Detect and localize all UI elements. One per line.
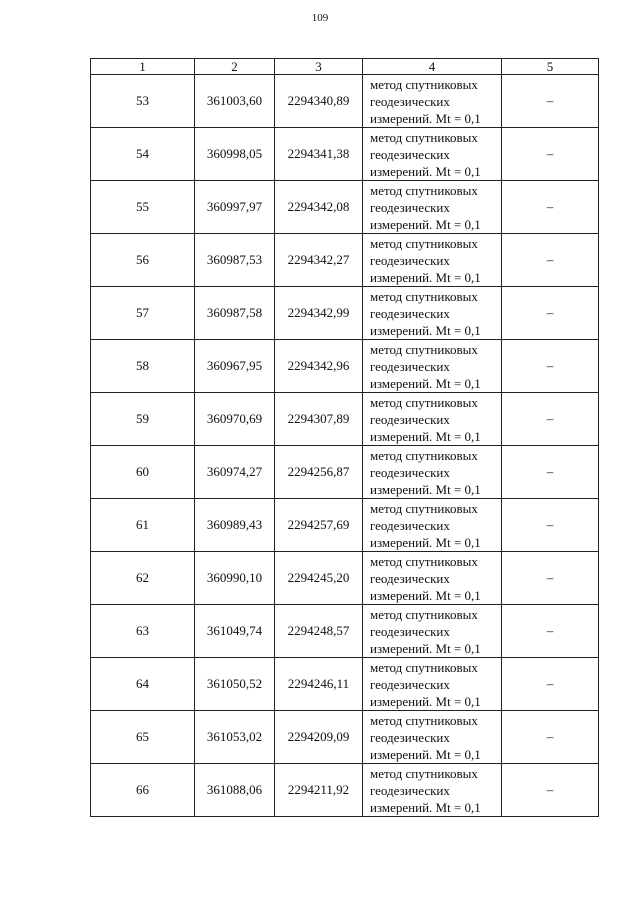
x-coordinate-cell: 360997,97 (195, 181, 275, 234)
method-cell (363, 552, 502, 605)
description-cell: – (502, 181, 599, 234)
y-coordinate-cell: 2294307,89 (275, 393, 363, 446)
y-coordinate-cell: 2294342,96 (275, 340, 363, 393)
method-line-2: геодезических (370, 93, 450, 109)
y-coordinate-cell: 2294245,20 (275, 552, 363, 605)
method-line-3: измерений. Mt = 0,1 (370, 481, 481, 497)
method-line-3: измерений. Mt = 0,1 (370, 375, 481, 391)
x-coordinate-cell: 360987,53 (195, 234, 275, 287)
y-coordinate-cell: 2294209,09 (275, 711, 363, 764)
method-line-1: метод спутниковых (370, 447, 478, 463)
method-line-2: геодезических (370, 729, 450, 745)
method-line-2: геодезических (370, 464, 450, 480)
method-cell (363, 446, 502, 499)
point-number-cell: 65 (91, 711, 195, 764)
table-body (91, 75, 599, 817)
method-line-2: геодезических (370, 411, 450, 427)
table-row (91, 128, 599, 181)
table-header (91, 59, 599, 75)
point-number-cell: 55 (91, 181, 195, 234)
x-coordinate-cell: 360998,05 (195, 128, 275, 181)
description-cell: – (502, 499, 599, 552)
table-row (91, 234, 599, 287)
point-number-cell: 66 (91, 764, 195, 817)
description-cell: – (502, 711, 599, 764)
method-cell (363, 764, 502, 817)
method-line-3: измерений. Mt = 0,1 (370, 163, 481, 179)
method-line-1: метод спутниковых (370, 394, 478, 410)
description-cell: – (502, 658, 599, 711)
method-line-2: геодезических (370, 252, 450, 268)
table-row (91, 340, 599, 393)
page-number: 109 (311, 12, 329, 24)
method-line-2: геодезических (370, 199, 450, 215)
description-cell: – (502, 605, 599, 658)
method-cell (363, 605, 502, 658)
method-line-1: метод спутниковых (370, 606, 478, 622)
point-number-cell: 63 (91, 605, 195, 658)
method-line-2: геодезических (370, 305, 450, 321)
x-coordinate-cell: 361003,60 (195, 75, 275, 128)
method-line-2: геодезических (370, 358, 450, 374)
x-coordinate-cell: 360989,43 (195, 499, 275, 552)
table-row (91, 658, 599, 711)
header-row (91, 59, 599, 75)
x-coordinate-cell: 361050,52 (195, 658, 275, 711)
y-coordinate-cell: 2294256,87 (275, 446, 363, 499)
method-line-3: измерений. Mt = 0,1 (370, 746, 481, 762)
table-row (91, 181, 599, 234)
method-line-3: измерений. Mt = 0,1 (370, 322, 481, 338)
method-line-2: геодезических (370, 782, 450, 798)
method-line-3: измерений. Mt = 0,1 (370, 110, 481, 126)
y-coordinate-cell: 2294211,92 (275, 764, 363, 817)
method-line-3: измерений. Mt = 0,1 (370, 269, 481, 285)
description-cell: – (502, 340, 599, 393)
method-line-2: геодезических (370, 570, 450, 586)
method-cell (363, 128, 502, 181)
y-coordinate-cell: 2294257,69 (275, 499, 363, 552)
method-cell (363, 499, 502, 552)
method-line-1: метод спутниковых (370, 765, 478, 781)
table-row (91, 764, 599, 817)
point-number-cell: 54 (91, 128, 195, 181)
column-header-5: 5 (502, 59, 599, 75)
method-line-1: метод спутниковых (370, 182, 478, 198)
description-cell: – (502, 75, 599, 128)
y-coordinate-cell: 2294246,11 (275, 658, 363, 711)
y-coordinate-cell: 2294340,89 (275, 75, 363, 128)
point-number-cell: 53 (91, 75, 195, 128)
x-coordinate-cell: 360974,27 (195, 446, 275, 499)
method-line-3: измерений. Mt = 0,1 (370, 799, 481, 815)
x-coordinate-cell: 360970,69 (195, 393, 275, 446)
method-line-3: измерений. Mt = 0,1 (370, 428, 481, 444)
column-header-4: 4 (363, 59, 502, 75)
method-line-3: измерений. Mt = 0,1 (370, 587, 481, 603)
description-cell: – (502, 287, 599, 340)
point-number-cell: 62 (91, 552, 195, 605)
y-coordinate-cell: 2294342,99 (275, 287, 363, 340)
x-coordinate-cell: 360987,58 (195, 287, 275, 340)
point-number-cell: 58 (91, 340, 195, 393)
column-header-2: 2 (195, 59, 275, 75)
table-row (91, 75, 599, 128)
method-line-2: геодезических (370, 676, 450, 692)
x-coordinate-cell: 361088,06 (195, 764, 275, 817)
table-row (91, 711, 599, 764)
coordinates-table (90, 58, 599, 817)
method-cell (363, 711, 502, 764)
method-cell (363, 75, 502, 128)
method-line-2: геодезических (370, 623, 450, 639)
description-cell: – (502, 764, 599, 817)
x-coordinate-cell: 360990,10 (195, 552, 275, 605)
method-cell (363, 234, 502, 287)
method-line-1: метод спутниковых (370, 129, 478, 145)
table-row (91, 287, 599, 340)
point-number-cell: 61 (91, 499, 195, 552)
method-line-1: метод спутниковых (370, 500, 478, 516)
point-number-cell: 64 (91, 658, 195, 711)
column-header-3: 3 (275, 59, 363, 75)
method-line-3: измерений. Mt = 0,1 (370, 693, 481, 709)
point-number-cell: 60 (91, 446, 195, 499)
method-line-3: измерений. Mt = 0,1 (370, 216, 481, 232)
method-cell (363, 287, 502, 340)
x-coordinate-cell: 361053,02 (195, 711, 275, 764)
column-header-1: 1 (91, 59, 195, 75)
method-line-1: метод спутниковых (370, 76, 478, 92)
table-row (91, 605, 599, 658)
method-cell (363, 393, 502, 446)
method-line-1: метод спутниковых (370, 712, 478, 728)
method-line-1: метод спутниковых (370, 341, 478, 357)
method-line-2: геодезических (370, 146, 450, 162)
method-line-1: метод спутниковых (370, 235, 478, 251)
method-line-3: измерений. Mt = 0,1 (370, 640, 481, 656)
table-row (91, 393, 599, 446)
description-cell: – (502, 393, 599, 446)
method-line-1: метод спутниковых (370, 288, 478, 304)
method-cell (363, 340, 502, 393)
y-coordinate-cell: 2294342,08 (275, 181, 363, 234)
description-cell: – (502, 128, 599, 181)
point-number-cell: 57 (91, 287, 195, 340)
method-cell (363, 181, 502, 234)
table-row (91, 552, 599, 605)
method-line-3: измерений. Mt = 0,1 (370, 534, 481, 550)
x-coordinate-cell: 360967,95 (195, 340, 275, 393)
point-number-cell: 56 (91, 234, 195, 287)
x-coordinate-cell: 361049,74 (195, 605, 275, 658)
method-line-1: метод спутниковых (370, 553, 478, 569)
description-cell: – (502, 234, 599, 287)
method-line-1: метод спутниковых (370, 659, 478, 675)
description-cell: – (502, 552, 599, 605)
method-line-2: геодезических (370, 517, 450, 533)
table-row (91, 446, 599, 499)
y-coordinate-cell: 2294342,27 (275, 234, 363, 287)
table-row (91, 499, 599, 552)
method-cell (363, 658, 502, 711)
y-coordinate-cell: 2294248,57 (275, 605, 363, 658)
description-cell: – (502, 446, 599, 499)
y-coordinate-cell: 2294341,38 (275, 128, 363, 181)
point-number-cell: 59 (91, 393, 195, 446)
